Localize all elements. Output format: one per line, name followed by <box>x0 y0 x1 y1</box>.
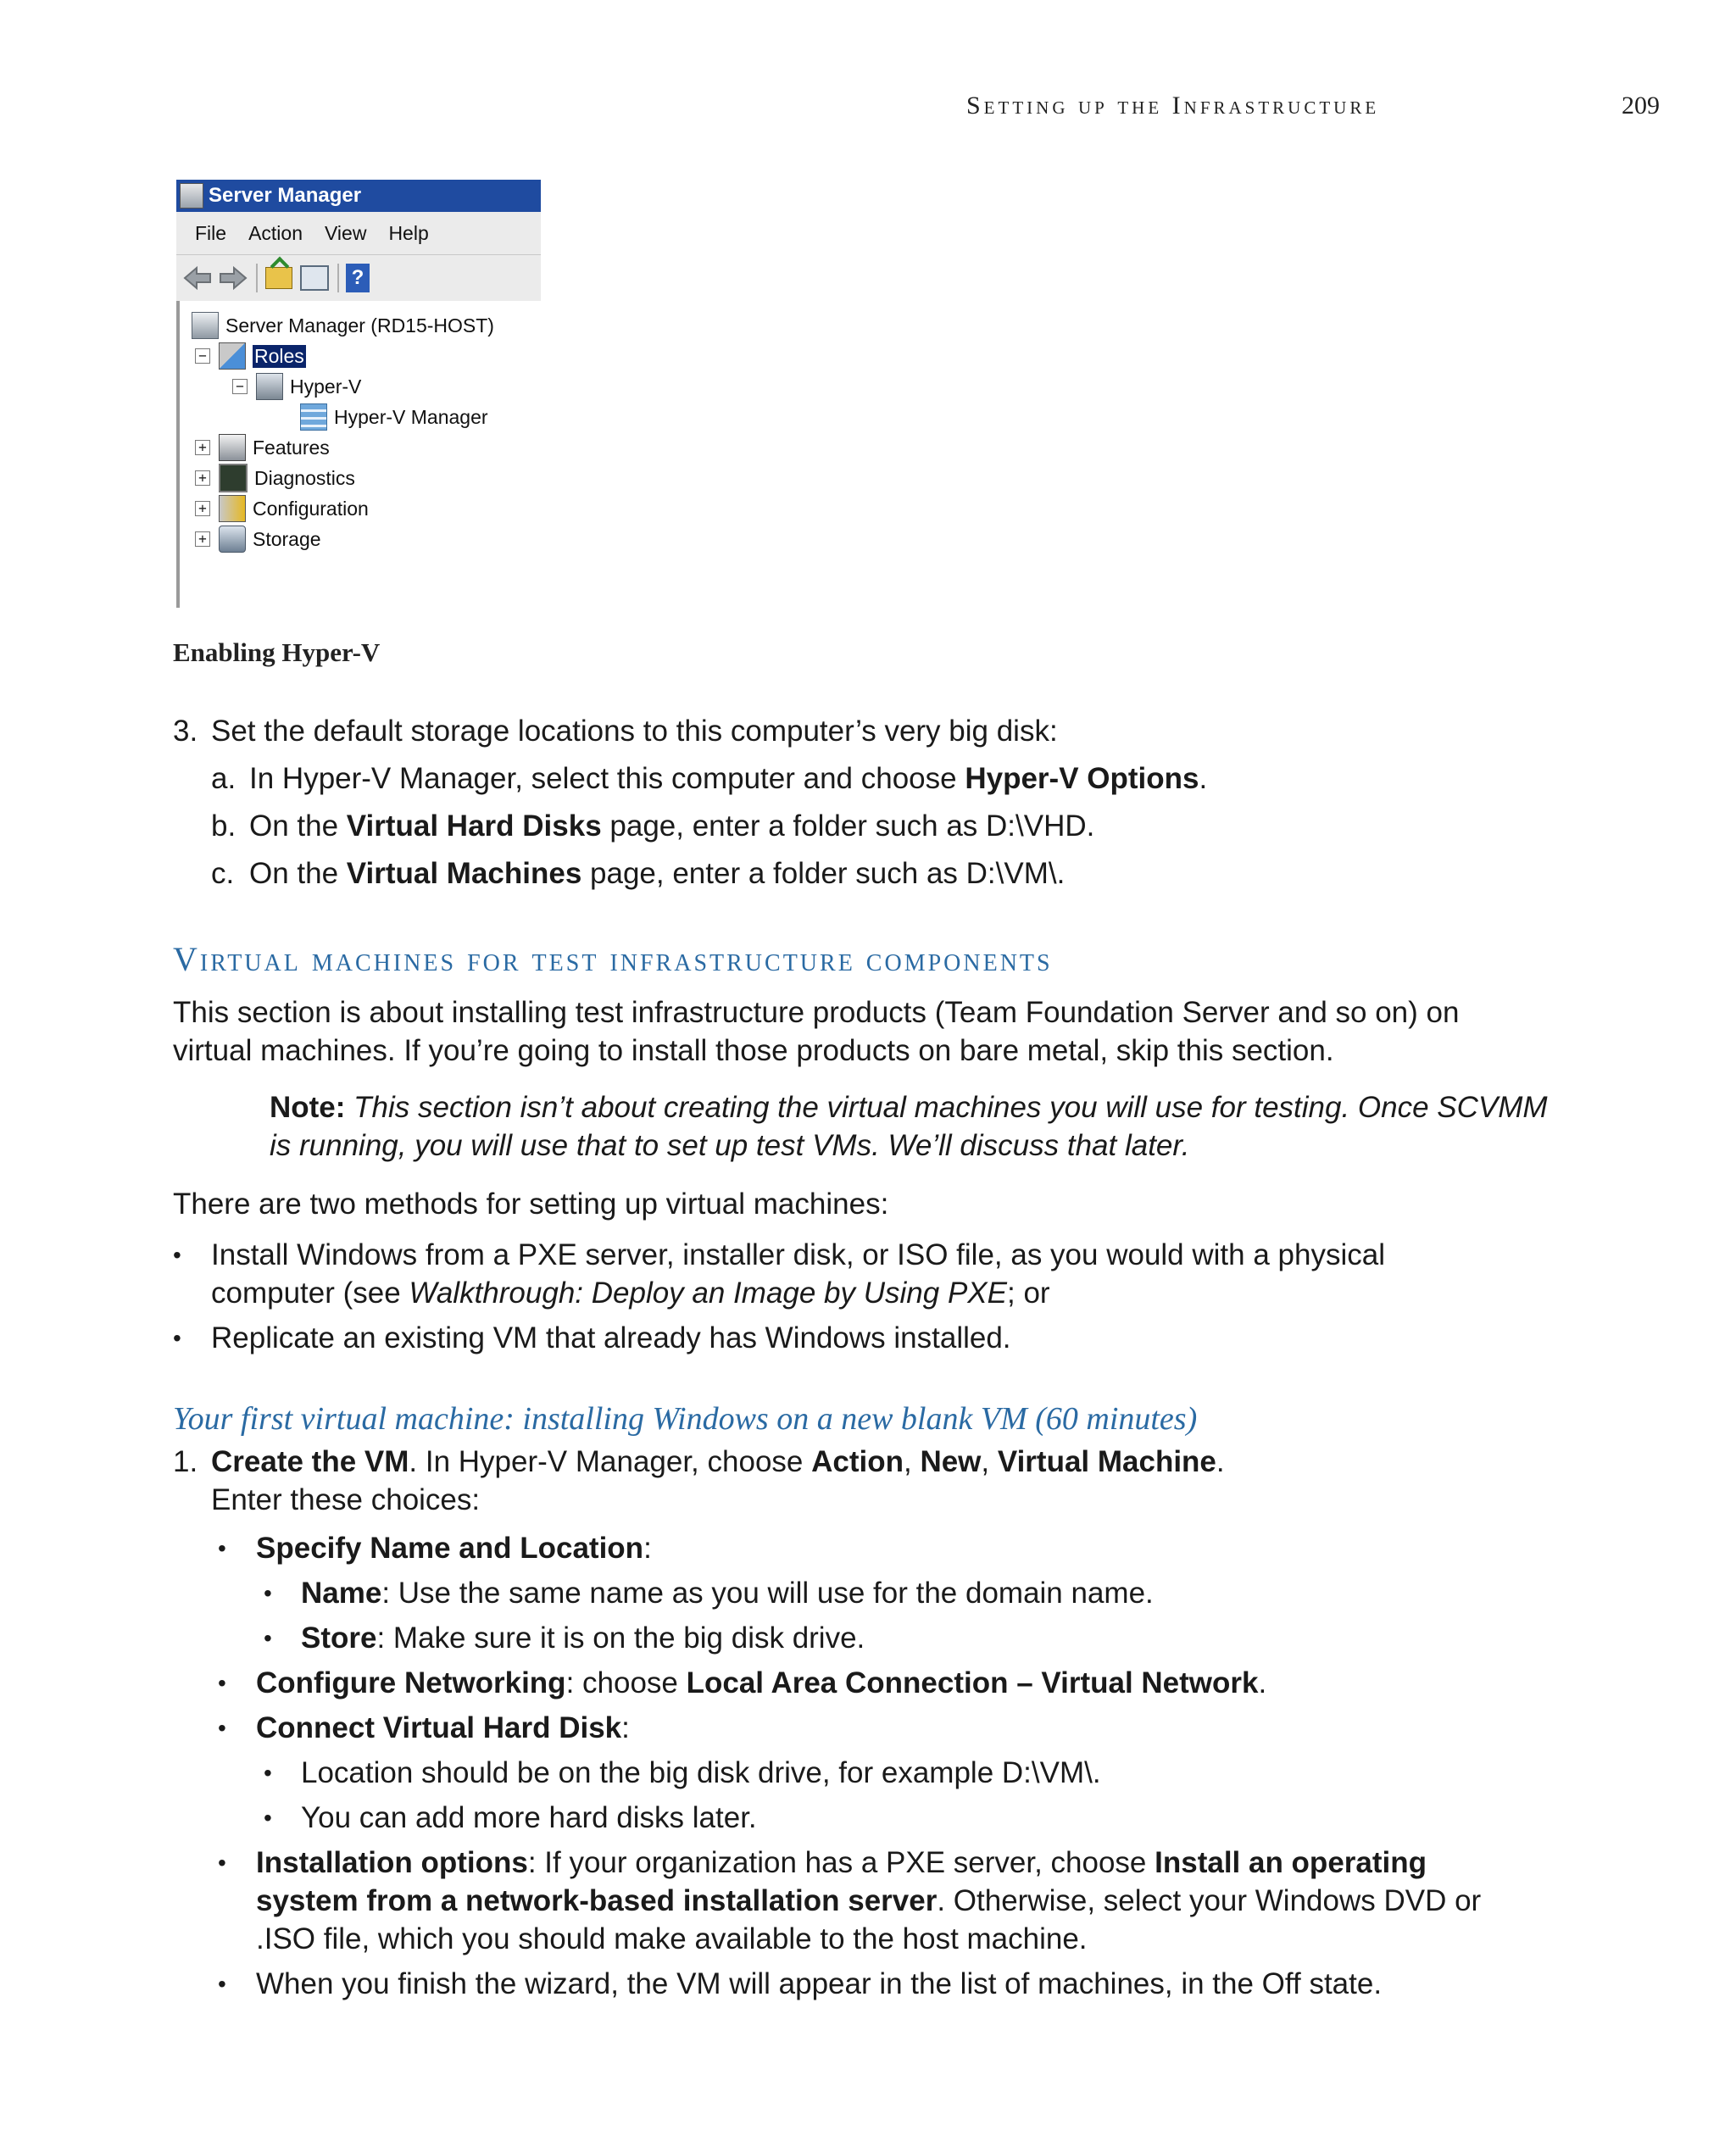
expand-icon[interactable]: + <box>195 470 210 486</box>
item-installation-options-line-2: system from a network-based installation server. Otherwise, select your Windows DVD or <box>256 1884 1482 1917</box>
step-1-line-2: Enter these choices: <box>211 1483 481 1516</box>
help-icon[interactable]: ? <box>346 264 370 292</box>
bullet-glyph: • <box>218 1535 226 1561</box>
bullet-glyph: • <box>173 1242 181 1268</box>
tree-label: Configuration <box>253 497 369 520</box>
section-heading: Virtual machines for test infrastructure components <box>173 940 1053 978</box>
item-more-disks: You can add more hard disks later. <box>301 1801 757 1834</box>
step-3b-text: On the Virtual Hard Disks page, enter a folder such as D:\VHD. <box>249 809 1095 843</box>
bullet-glyph: • <box>264 1580 272 1606</box>
tree-label: Hyper-V <box>290 375 362 398</box>
bullet-glyph: • <box>218 1971 226 1997</box>
storage-icon <box>219 526 246 553</box>
tree-item-roles[interactable] <box>195 342 306 370</box>
step-3a-text: In Hyper-V Manager, select this computer and choose Hyper-V Options. <box>249 762 1208 795</box>
step-1-text: Create the VM. In Hyper-V Manager, choose Action, New, Virtual Machine. <box>211 1445 1225 1478</box>
tree-item-diagnostics[interactable] <box>195 464 355 492</box>
window-title: Server Manager <box>209 184 362 207</box>
step-3c-marker: c. <box>211 857 235 890</box>
bullet-glyph: • <box>218 1850 226 1876</box>
bullet-2: Replicate an existing VM that already has Windows installed. <box>211 1321 1011 1354</box>
tree-label: Features <box>253 436 330 459</box>
item-installation-options-line-1: Installation options: If your organization has a PXE server, choose Install an operating <box>256 1846 1427 1879</box>
forward-arrow-icon[interactable] <box>219 264 248 292</box>
menu-action[interactable]: Action <box>248 221 303 244</box>
features-icon <box>219 434 246 461</box>
configuration-icon <box>219 495 246 522</box>
item-name: Name: Use the same name as you will use for the domain name. <box>301 1577 1154 1610</box>
menu-file[interactable]: File <box>195 221 227 244</box>
tree-item-server-manager[interactable] <box>192 311 494 340</box>
tree-label: Server Manager (RD15-HOST) <box>225 314 494 337</box>
up-folder-icon[interactable] <box>264 264 293 292</box>
note-line-1: Note: This section isn’t about creating the virtual machines you will use for testing. Once SCVMM <box>270 1091 1548 1124</box>
tree-item-hyper-v[interactable] <box>232 372 361 401</box>
hyper-v-icon <box>256 373 283 400</box>
paragraph-methods: There are two methods for setting up virtual machines: <box>173 1188 889 1221</box>
toolbar-separator <box>337 264 339 292</box>
diagnostics-icon <box>219 464 248 492</box>
bullet-glyph: • <box>218 1715 226 1741</box>
item-location: Location should be on the big disk drive, for example D:\VM\. <box>301 1756 1101 1789</box>
menu-help[interactable]: Help <box>388 221 429 244</box>
expand-icon[interactable]: + <box>195 440 210 455</box>
expand-icon[interactable]: + <box>195 531 210 547</box>
step-3b-marker: b. <box>211 809 236 843</box>
running-header-title: Setting up the Infrastructure <box>966 92 1380 120</box>
tree-item-storage[interactable] <box>195 525 321 553</box>
bullet-1-line-1: Install Windows from a PXE server, installer disk, or ISO file, as you would with a physical <box>211 1238 1385 1271</box>
note-line-2: is running, you will use that to set up test VMs. We’ll discuss that later. <box>270 1129 1190 1162</box>
bullet-glyph: • <box>264 1760 272 1786</box>
item-store: Store: Make sure it is on the big disk drive. <box>301 1621 865 1655</box>
step-3-number: 3. <box>173 715 198 748</box>
menu-bar <box>176 212 541 255</box>
item-connect-virtual-hard-disk: Connect Virtual Hard Disk: <box>256 1711 630 1744</box>
paragraph-line: This section is about installing test infrastructure products (Team Foundation Server and so on) on <box>173 996 1460 1029</box>
bullet-glyph: • <box>173 1325 181 1351</box>
item-finish-wizard: When you finish the wizard, the VM will appear in the list of machines, in the Off state. <box>256 1967 1383 2000</box>
step-1-number: 1. <box>173 1445 198 1478</box>
console-tree <box>176 301 544 608</box>
tree-item-configuration[interactable] <box>195 494 369 523</box>
item-installation-options-line-3: .ISO file, which you should make available to the host machine. <box>256 1922 1088 1955</box>
window-titlebar <box>176 180 541 212</box>
item-configure-networking: Configure Networking: choose Local Area Connection – Virtual Network. <box>256 1666 1267 1699</box>
page-number: 209 <box>1622 92 1660 120</box>
show-hide-pane-icon[interactable] <box>300 264 329 292</box>
toolbar <box>176 255 541 303</box>
tree-item-features[interactable] <box>195 433 330 462</box>
collapse-icon[interactable]: − <box>232 379 248 394</box>
tree-label: Hyper-V Manager <box>334 405 488 428</box>
server-manager-screenshot <box>176 180 541 608</box>
tree-label: Diagnostics <box>254 466 355 489</box>
step-3c-text: On the Virtual Machines page, enter a folder such as D:\VM\. <box>249 857 1066 890</box>
step-3-text: Set the default storage locations to this computer’s very big disk: <box>211 715 1058 748</box>
roles-icon <box>219 342 246 370</box>
tree-label: Storage <box>253 527 321 550</box>
bullet-glyph: • <box>218 1670 226 1696</box>
paragraph-line: virtual machines. If you’re going to install those products on bare metal, skip this section. <box>173 1034 1334 1067</box>
back-arrow-icon[interactable] <box>183 264 212 292</box>
figure-caption: Enabling Hyper-V <box>173 637 381 667</box>
bullet-glyph: • <box>264 1625 272 1651</box>
collapse-icon[interactable]: − <box>195 348 210 364</box>
subsection-heading: Your first virtual machine: installing Windows on a new blank VM (60 minutes) <box>173 1401 1198 1437</box>
toolbar-separator <box>256 264 258 292</box>
hyper-v-manager-icon <box>300 403 327 431</box>
server-icon <box>192 312 219 339</box>
tree-item-hyper-v-manager[interactable] <box>300 403 488 431</box>
item-specify-name-location: Specify Name and Location: <box>256 1532 652 1565</box>
tree-label: Roles <box>254 344 304 367</box>
menu-view[interactable]: View <box>325 221 367 244</box>
bullet-glyph: • <box>264 1805 272 1831</box>
server-manager-icon <box>180 183 203 209</box>
note-label: Note: <box>270 1091 346 1124</box>
expand-icon[interactable]: + <box>195 501 210 516</box>
step-3a-marker: a. <box>211 762 236 795</box>
bullet-1-line-2: computer (see Walkthrough: Deploy an Image by Using PXE; or <box>211 1277 1050 1310</box>
